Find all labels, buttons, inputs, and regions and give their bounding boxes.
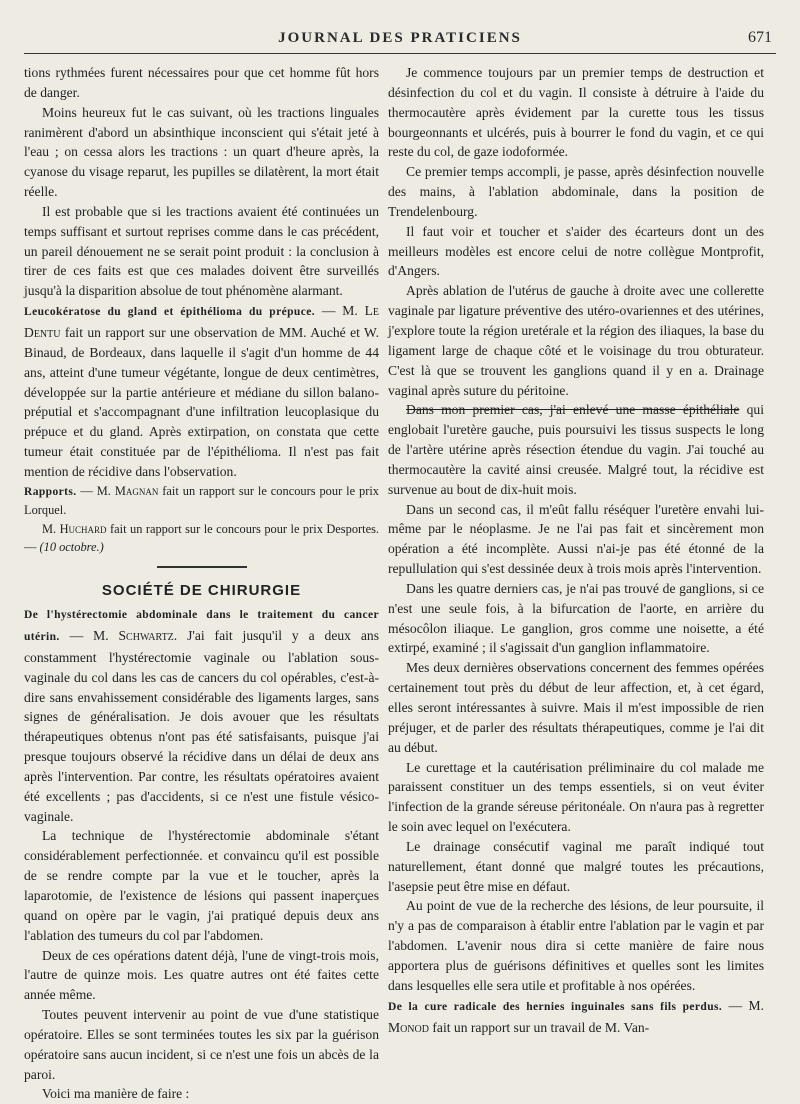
right-column (388, 63, 764, 1037)
paragraph: Il est probable que si les tractions avaient été continuées un temps suffisant et surtout reprises comme dans le cas précédent, un pareil dénouement ne se serait point produit : la conclusion à tirer de ces faits est que ces malades doivent être surveillés jusqu'à la disparition absolue de tout phénomène alarmant. (24, 203, 379, 299)
paragraph: Je commence toujours par un premier temps de destruction et désinfection du col et du vagin. Il consiste à détruire à l'aide du thermocautère après évidement par la curette tous les tissus bourgeonnants et ulcérés, puis à bourrer le fond du vagin, et ce qui reste du col, de gaze iodoformée. (388, 65, 764, 160)
paragraph (388, 400, 764, 499)
paragraph: Au point de vue de la recherche des lésions, de leur poursuite, il n'y a pas de comparaison à établir entre l'ablation par le vagin et par l'abdomen. L'avenir nous dira si cette manière de faire nous apportera plus de guérisons définitives et quelles sont les limites dans lesquelles elle sera utile et profitable à nos opérées. (388, 898, 764, 993)
entry-title: Rapports. (24, 485, 77, 498)
dash: — (76, 483, 97, 498)
author-name: M. Le Dentu (24, 303, 379, 340)
author-name: M. Huchard (42, 521, 107, 536)
dash: — (722, 997, 749, 1013)
struck-text: Dans mon premier cas, j'ai enlevé une masse épithéliale (406, 402, 740, 418)
section-rule (157, 566, 247, 568)
entry-title: De l'hystérectomie abdominale dans le traitement du cancer utérin. (24, 609, 379, 644)
paragraph: Dans les quatre derniers cas, je n'ai pas trouvé de ganglions, si ce n'est une seule fois, à la bifurcation de l'aorte, en arrière du mésocôlon iliaque. Le ganglion, gros comme une noisette, a été extirpé, examiné ; il s'agissait d'un ganglion inflammatoire. (388, 580, 764, 656)
author-name: M. Monod (388, 997, 765, 1035)
paragraph: Dans un second cas, il m'eût fallu réséquer l'uretère envahi lui-même par le néoplasme. Je ne l'ai pas fait et sincèrement mon opération a été incomplète. Aussi n'ai-je pas été étonné de la repullulation qui s'est dessinée deux à trois mois après l'intervention. (388, 501, 764, 577)
page-number: 671 (748, 29, 772, 46)
hysterectomie-entry (24, 604, 379, 826)
dash: — (315, 303, 343, 319)
paragraph: Moins heureux fut le cas suivant, où les tractions linguales ranimèrent d'abord un absinthique inconscient qui s'était jeté à l'eau ; on cessa alors les tractions : un quart d'heure après, la cyanose du visage reparut, les pupilles se dilatèrent, la mort était réelle. (24, 104, 379, 200)
paragraph: Mes deux dernières observations concernent des femmes opérées certainement tout près du début de leur affection, et, à cet égard, elles seront intéressantes à suivre. Mais il m'est impossible de rien préjuger, et de parler des résultats thérapeutiques, comme je l'ai dit au début. (388, 660, 764, 755)
paragraph: Le curettage et la cautérisation préliminaire du col malade me paraissent constituer un des temps essentiels, si on veut éviter l'infection de la grande séreuse péritonéale. On n'aura pas à regretter le soin avec lequel on l'exécutera. (388, 759, 764, 835)
author-name: M. Schwartz. (93, 628, 178, 644)
rapports-line (24, 482, 379, 520)
dash: — (59, 628, 94, 644)
page-header (24, 27, 776, 54)
running-head: JOURNAL DES PRATICIENS (278, 30, 522, 46)
entry-text: fait un rapport sur le concours pour le prix Desportes. — (24, 521, 380, 554)
paragraph-text: qui englobait l'uretère gauche, puis poursuivi les tissus suspects le long de l'artère utérine après résection étendue du vagin. J'ai touché au thermocautère la cavité ainsi creusée. Malgré tout, la récidive est survenue au bout de dix-huit mois. (388, 402, 764, 497)
paragraph: Il faut voir et toucher et s'aider des écarteurs dont un des meilleurs modèles est encore celui de notre collègue Montprofit, d'Angers. (388, 223, 764, 279)
paragraph: Le drainage consécutif vaginal me paraît indiqué tout naturellement, étant donné que malgré toutes les précautions, l'asepsie peut être mise en défaut. (388, 838, 764, 894)
leucokeratose-entry (24, 301, 379, 482)
entry-title: De la cure radicale des hernies inguinales sans fils perdus. (388, 1000, 723, 1013)
session-date: (10 octobre.) (39, 539, 104, 554)
paragraph: Après ablation de l'utérus de gauche à droite avec une collerette vaginale par ligature préventive des utéro-ovariennes et des utérines, j'explore toute la région uretérale et la région des iliaques, la base du ligament large de chaque côté et le voisinage du trou obturateur. C'est là que se trouvent les ganglions quand il y en a. Drainage vaginal après suture du péritoine. (388, 283, 764, 398)
paragraph: Toutes peuvent intervenir au point de vue d'une statistique opératoire. Elles se sont terminées toutes les six par la guérison opératoire sans aucun incident, si ce n'est une fois un abcès de la paroi. (24, 1007, 379, 1082)
entry-text: fait un rapport sur le concours pour le prix Lorquel. (24, 483, 379, 518)
cure-radicale-entry (388, 996, 764, 1038)
entry-text: J'ai fait jusqu'il y a deux ans constamment l'hystérectomie vaginale ou l'ablation sous-vaginale du col dans les cas de cancers du col opérables, c'est-à-dire sans envahissement considérable des ligaments larges, sans signes de généralisation. Je dois avouer que les résultats thérapeutiques obtenus n'ont pas été satisfaisants, puisque j'ai presque toujours observé la récidive dans un délai de deux ans après l'intervention. Par contre, les résultats opératoires avaient été excellents ; pas d'accidents, si ce n'est une fistule vésico-vaginale. (24, 628, 379, 824)
paragraph: Voici ma manière de faire : (42, 1086, 190, 1102)
left-column (24, 63, 379, 1104)
entry-title: Leucokératose du gland et épithélioma du prépuce. (24, 306, 315, 319)
paragraph: Ce premier temps accompli, je passe, après désinfection nouvelle des mains, à l'ablation abdominale, dans la position de Trendelenbourg. (388, 164, 764, 219)
rapports-entry (24, 482, 379, 557)
entry-text: fait un rapport sur une observation de MM. Auché et W. Binaud, de Bordeaux, dans laquelle il s'agit d'un homme de 44 ans, atteint d'une tumeur végétante, longue de deux centimètres, développée sur la partie antérieure et médiane du sillon balano-préputial et s'accompagnant d'une infiltration leucoplasique du prépuce et du gland. Après extirpation, on constata que cette tumeur était constituée par de l'épithélioma. Il n'est pas fait mention de récidive dans l'observation. (24, 324, 379, 479)
paragraph: tions rythmées furent nécessaires pour que cet homme fût hors de danger. (24, 65, 379, 100)
entry-text: fait un rapport sur un travail de M. Van- (428, 1019, 650, 1035)
paragraph: La technique de l'hystérectomie abdominale s'étant considérablement perfectionnée. et convaincu qu'il est possible de se rendre compte par la vue et le toucher, après la laparotomie, de l'existence de lésions qui passent inaperçues quand on opère par le vagin, j'ai pratiqué depuis deux ans l'ablation des tumeurs du col par l'abdomen. (24, 828, 379, 943)
rapports-line (24, 520, 379, 557)
author-name: M. Magnan (96, 483, 159, 498)
section-title: SOCIÉTÉ DE CHIRURGIE (101, 582, 302, 600)
paragraph: Deux de ces opérations datent déjà, l'une de vingt-trois mois, l'autre de quinze mois. Les quatre autres ont été faites cette année même. (24, 947, 379, 1003)
